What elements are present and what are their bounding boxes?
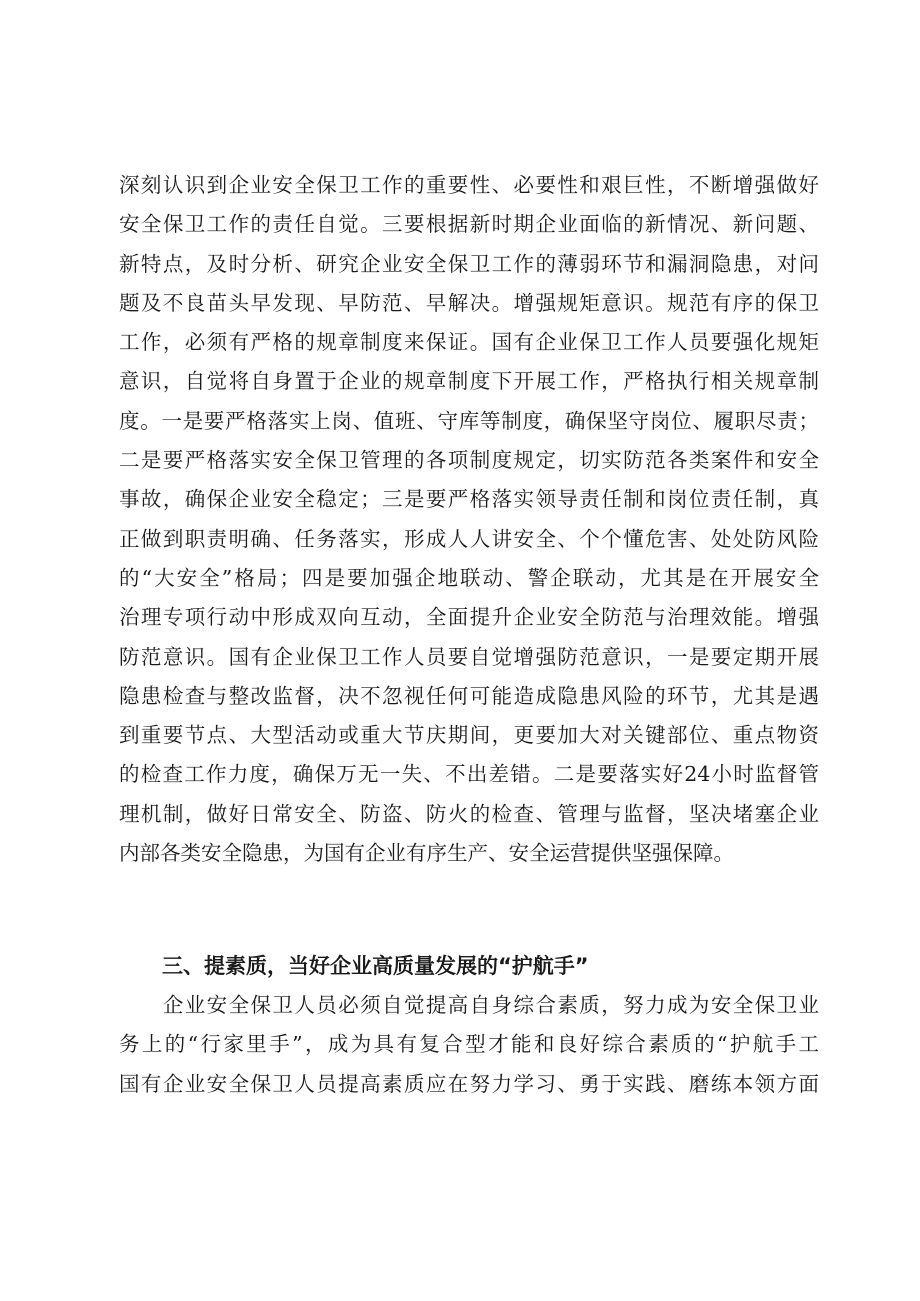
text-line: 事故，确保企业安全稳定；三是要严格落实领导责任制和岗位责任制，真 — [119, 487, 819, 512]
text-line: 意识，自觉将自身置于企业的规章制度下开展工作，严格执行相关规章制 — [119, 369, 819, 394]
text-line: 深刻认识到企业安全保卫工作的重要性、必要性和艰巨性，不断增强做好 — [119, 173, 819, 197]
text-line: 隐患检查与整改监督，决不忽视任何可能造成隐患风险的环节，尤其是遇 — [119, 683, 819, 708]
section-heading: 三、提素质，当好企业高质量发展的“护航手” — [162, 954, 589, 978]
text-line: 防范意识。国有企业保卫工作人员要自觉增强防范意识，一是要定期开展 — [119, 644, 819, 669]
text-line: 题及不良苗头早发现、早防范、早解决。增强规矩意识。规范有序的保卫 — [119, 290, 819, 315]
text-line: 到重要节点、大型活动或重大节庆期间，更要加大对关键部位、重点物资 — [119, 723, 819, 748]
paragraph-quality-improvement — [119, 986, 819, 1104]
paragraph-security-awareness — [119, 166, 819, 873]
text-line: 的“大安全”格局；四是要加强企地联动、警企联动，尤其是在开展安全 — [119, 565, 819, 590]
text-line: 理机制，做好日常安全、防盗、防火的检查、管理与监督，坚决堵塞企业 — [119, 801, 819, 826]
text-line: 二是要严格落实安全保卫管理的各项制度规定，切实防范各类案件和安全 — [119, 448, 819, 473]
text-line: 内部各类安全隐患，为国有企业有序生产、安全运营提供坚强保障。 — [119, 841, 734, 866]
text-line: 工作，必须有严格的规章制度来保证。国有企业保卫工作人员要强化规矩 — [119, 330, 819, 355]
text-line: 企业安全保卫人员必须自觉提高自身综合素质，努力成为安全保卫业 — [119, 993, 819, 1017]
text-line: 安全保卫工作的责任自觉。三要根据新时期企业面临的新情况、新问题、 — [119, 212, 819, 237]
text-line: 务上的“行家里手”，成为具有复合型才能和良好综合素质的“护航手工 — [119, 1032, 819, 1057]
text-line: 新特点，及时分析、研究企业安全保卫工作的薄弱环节和漏洞隐患，对问 — [119, 251, 819, 276]
text-line: 国有企业安全保卫人员提高素质应在努力学习、勇于实践、磨练本领方面 — [119, 1071, 819, 1096]
text-line: 的检查工作力度，确保万无一失、不出差错。二是要落实好24小时监督管 — [119, 762, 819, 787]
text-line: 度。一是要严格落实上岗、值班、守库等制度，确保坚守岗位、履职尽责； — [119, 408, 819, 433]
text-line: 正做到职责明确、任务落实，形成人人讲安全、个个懂危害、处处防风险 — [119, 526, 819, 551]
text-line: 治理专项行动中形成双向互动，全面提升企业安全防范与治理效能。增强 — [119, 605, 819, 630]
